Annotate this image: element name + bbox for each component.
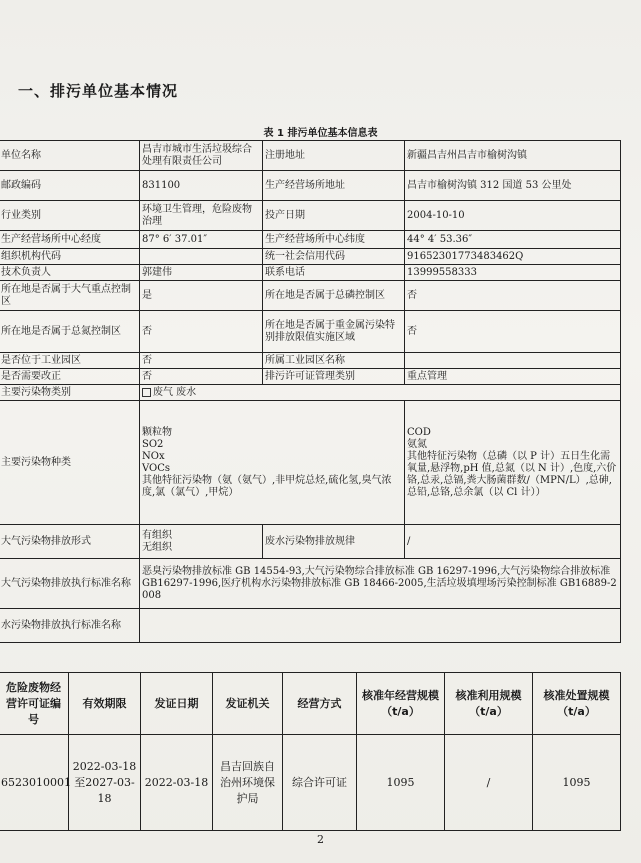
longitude: 87° 6′ 37.01″ bbox=[140, 231, 263, 249]
industry-value: 环境卫生管理，危险废物治理 bbox=[140, 201, 263, 231]
main-types-label: 主要污染物类别 bbox=[0, 385, 140, 401]
park-name bbox=[405, 353, 621, 369]
permit-header: 发证日期 bbox=[141, 673, 213, 735]
rectify-label: 是否需要改正 bbox=[0, 369, 140, 385]
industrial-park: 否 bbox=[140, 353, 263, 369]
table-caption: 表 1 排污单位基本信息表 bbox=[263, 128, 378, 139]
air-form-label: 大气污染物排放形式 bbox=[0, 525, 140, 559]
credit-code-label: 统一社会信用代码 bbox=[263, 249, 405, 265]
permit-header: 危险废物经营许可证编号 bbox=[0, 673, 69, 735]
air-forms bbox=[140, 525, 263, 559]
air-kind-item: NOx bbox=[142, 450, 165, 462]
permit-header: 经营方式 bbox=[283, 673, 357, 735]
phosphorus-zone: 否 bbox=[405, 281, 621, 311]
permit-issuer: 昌吉回族自治州环境保护局 bbox=[213, 735, 283, 831]
permit-header: 发证机关 bbox=[213, 673, 283, 735]
permit-annual-scale: 1095 bbox=[357, 735, 445, 831]
water-pollutant-list bbox=[405, 401, 621, 525]
permit-number: 6523010001 bbox=[0, 735, 69, 831]
nitrogen-zone: 否 bbox=[140, 311, 263, 353]
mgmt-category-label: 排污许可证管理类别 bbox=[263, 369, 405, 385]
phosphorus-zone-label: 所在地是否属于总磷控制区 bbox=[263, 281, 405, 311]
site-addr: 昌吉市榆树沟镇 312 国道 53 公里处 bbox=[405, 171, 621, 201]
start-date-label: 投产日期 bbox=[263, 201, 405, 231]
unit-name: 昌吉市城市生活垃圾综合处理有限责任公司 bbox=[140, 141, 263, 171]
industry-label: 行业类别 bbox=[0, 201, 140, 231]
reg-addr: 新疆昌吉州昌吉市榆树沟镇 bbox=[405, 141, 621, 171]
reg-addr-label: 注册地址 bbox=[263, 141, 405, 171]
checkbox-icon bbox=[142, 388, 151, 397]
longitude-label: 生产经营场所中心经度 bbox=[0, 231, 140, 249]
phone: 13999558333 bbox=[405, 265, 621, 281]
phone-label: 联系电话 bbox=[263, 265, 405, 281]
section-title: 一、排污单位基本情况 bbox=[18, 82, 179, 100]
permit-header: 核准年经营规模（t/a） bbox=[357, 673, 445, 735]
postal-label: 邮政编码 bbox=[0, 171, 140, 201]
start-date: 2004-10-10 bbox=[405, 201, 621, 231]
water-std-label: 水污染物排放执行标准名称 bbox=[0, 609, 140, 643]
basic-info-table bbox=[0, 140, 621, 643]
tech-lead: 郭建伟 bbox=[140, 265, 263, 281]
water-kind-item: COD bbox=[407, 426, 431, 438]
permit-disposal-scale: 1095 bbox=[533, 735, 621, 831]
air-kind-item: VOCs bbox=[142, 462, 171, 474]
permit-header: 核准处置规模（t/a） bbox=[533, 673, 621, 735]
latitude-label: 生产经营场所中心纬度 bbox=[263, 231, 405, 249]
site-addr-label: 生产经营场所地址 bbox=[263, 171, 405, 201]
water-rule: / bbox=[405, 525, 621, 559]
org-code bbox=[140, 249, 263, 265]
permit-use-scale: / bbox=[445, 735, 533, 831]
park-name-label: 所属工业园区名称 bbox=[263, 353, 405, 369]
page-number: 2 bbox=[317, 833, 324, 846]
main-types: 废气 废水 bbox=[140, 385, 621, 401]
nitrogen-zone-label: 所在地是否属于总氮控制区 bbox=[0, 311, 140, 353]
permit-validity: 2022-03-18至2027-03-18 bbox=[69, 735, 141, 831]
pollutant-kinds-label: 主要污染物种类 bbox=[0, 401, 140, 525]
org-code-label: 组织机构代码 bbox=[0, 249, 140, 265]
heavy-metal-zone-label: 所在地是否属于重金属污染特别排放限值实施区域 bbox=[263, 311, 405, 353]
rectify: 否 bbox=[140, 369, 263, 385]
unit-name-label: 单位名称 bbox=[0, 141, 140, 171]
water-kind-item: 其他特征污染物（总磷（以 P 计）五日生化需氧量,悬浮物,pH 值,总氮（以 N 计）,色度,六价铬,总汞,总镉,粪大肠菌群数/（MPN/L）,总砷,总铅,总铬,总余氯（以 Cl 计）） bbox=[407, 450, 617, 498]
water-std bbox=[140, 609, 621, 643]
air-form-item: 有组织 bbox=[142, 529, 172, 541]
air-key-zone-label: 所在地是否属于大气重点控制区 bbox=[0, 281, 140, 311]
postal-value: 831100 bbox=[140, 171, 263, 201]
air-key-zone: 是 bbox=[140, 281, 263, 311]
air-std: 恶臭污染物排放标准 GB 14554-93,大气污染物综合排放标准 GB 16297-1996,大气污染物综合排放标准 GB16297-1996,医疗机构水污染物排放标准 GB 18466-2005,生活垃圾填埋场污染控制标准 GB16889-2008 bbox=[140, 559, 621, 609]
air-std-label: 大气污染物排放执行标准名称 bbox=[0, 559, 140, 609]
latitude: 44° 4′ 53.36″ bbox=[405, 231, 621, 249]
heavy-metal-zone: 否 bbox=[405, 311, 621, 353]
air-pollutant-list bbox=[140, 401, 405, 525]
water-rule-label: 废水污染物排放规律 bbox=[263, 525, 405, 559]
mgmt-category: 重点管理 bbox=[405, 369, 621, 385]
tech-lead-label: 技术负责人 bbox=[0, 265, 140, 281]
permit-mode: 综合许可证 bbox=[283, 735, 357, 831]
air-kind-item: 其他特征污染物（氨（氨气）,非甲烷总烃,硫化氢,臭气浓度,氯（氯气）,甲烷） bbox=[142, 474, 392, 498]
air-kind-item: 颗粒物 bbox=[142, 426, 172, 438]
water-kind-item: 氨氮 bbox=[407, 438, 427, 450]
permit-header: 核准利用规模（t/a） bbox=[445, 673, 533, 735]
air-kind-item: SO2 bbox=[142, 438, 164, 450]
permit-issue-date: 2022-03-18 bbox=[141, 735, 213, 831]
industrial-park-label: 是否位于工业园区 bbox=[0, 353, 140, 369]
permit-header: 有效期限 bbox=[69, 673, 141, 735]
hazardous-permit-table bbox=[0, 672, 621, 831]
air-form-item: 无组织 bbox=[142, 541, 172, 553]
credit-code: 91652301773483462Q bbox=[405, 249, 621, 265]
